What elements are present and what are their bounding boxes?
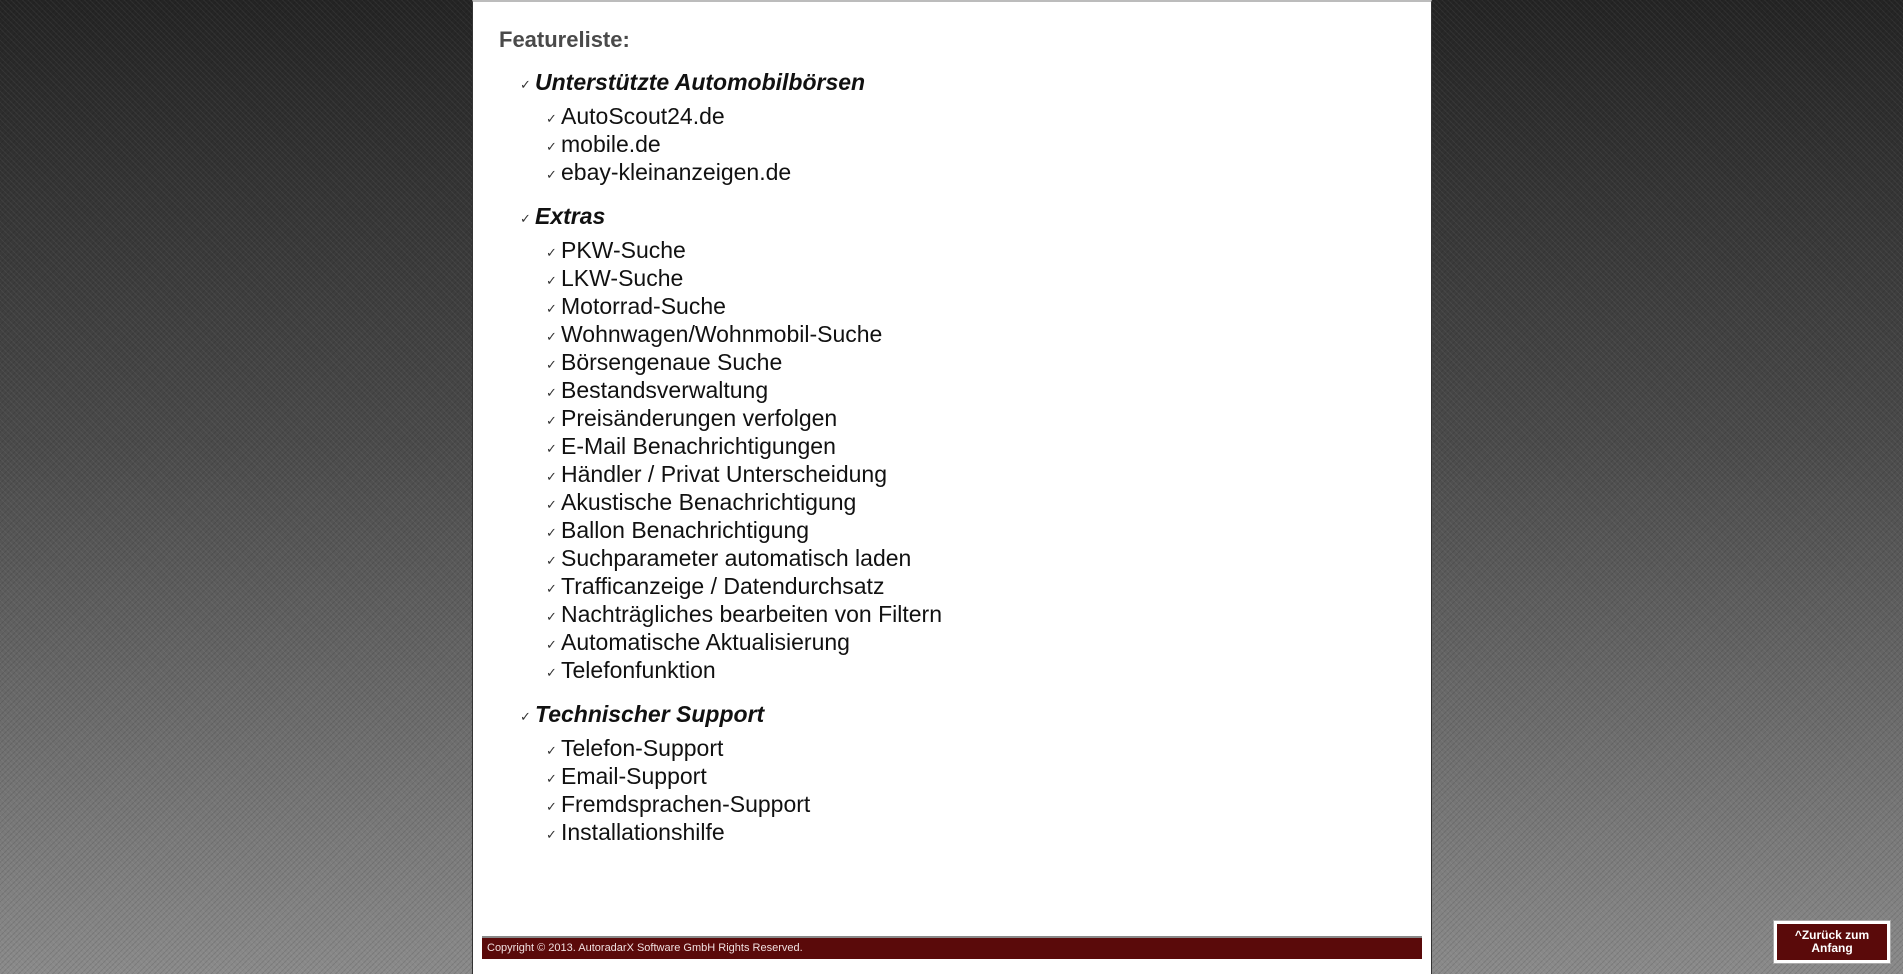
back-to-top-button[interactable] [1773, 920, 1891, 964]
checkmark-icon: ✓ [546, 552, 557, 568]
content-panel [472, 0, 1432, 974]
checkmark-icon: ✓ [546, 608, 557, 624]
category-label: Unterstützte Automobilbörsen [535, 68, 866, 95]
checkmark-icon: ✓ [546, 328, 557, 344]
list-item: ✓ Motorrad-Suche [546, 292, 726, 319]
sub-list [520, 734, 942, 846]
category-label: Extras [535, 202, 606, 229]
checkmark-icon: ✓ [546, 496, 557, 512]
page-title: Featureliste: [499, 27, 630, 52]
list-item: ✓ Preisänderungen verfolgen [546, 404, 838, 431]
list-item: ✓ Akustische Benachrichtigung [546, 488, 857, 515]
checkmark-icon: ✓ [546, 770, 557, 786]
list-item: ✓ Telefon-Support [546, 734, 724, 761]
checkmark-icon: ✓ [546, 664, 557, 680]
list-item: ✓ LKW-Suche [546, 264, 684, 291]
checkmark-icon: ✓ [546, 468, 557, 484]
checkmark-icon: ✓ [546, 138, 557, 154]
category-technical-support [520, 694, 942, 846]
checkmark-icon: ✓ [546, 798, 557, 814]
list-item: ✓ Ballon Benachrichtigung [546, 516, 810, 543]
checkmark-icon: ✓ [546, 272, 557, 288]
back-to-top-label[interactable]: ^Zurück zum Anfang [1777, 924, 1887, 960]
checkmark-icon: ✓ [546, 244, 557, 260]
category-label: Technischer Support [535, 700, 765, 727]
checkmark-icon: ✓ [546, 742, 557, 758]
list-item: ✓ Trafficanzeige / Datendurchsatz [546, 572, 885, 599]
checkmark-icon: ✓ [546, 580, 557, 596]
list-item: ✓ Automatische Aktualisierung [546, 628, 850, 655]
list-item: ✓ AutoScout24.de [546, 102, 725, 129]
checkmark-icon: ✓ [520, 76, 531, 92]
checkmark-icon: ✓ [546, 384, 557, 400]
list-item: ✓ Fremdsprachen-Support [546, 790, 811, 817]
list-item: ✓ Installationshilfe [546, 818, 725, 845]
list-item: ✓ Bestandsverwaltung [546, 376, 769, 403]
checkmark-icon: ✓ [546, 300, 557, 316]
sub-list [520, 236, 942, 684]
list-item: ✓ Email-Support [546, 762, 707, 789]
checkmark-icon: ✓ [546, 524, 557, 540]
checkmark-icon: ✓ [520, 708, 531, 724]
feature-list [520, 62, 942, 856]
list-item: ✓ Nachträgliches bearbeiten von Filtern [546, 600, 942, 627]
footer-copyright: Copyright © 2013. AutoradarX Software GmbH Rights Reserved. [482, 936, 1422, 959]
list-item: ✓ mobile.de [546, 130, 661, 157]
list-item: ✓ PKW-Suche [546, 236, 686, 263]
sub-list [520, 102, 942, 186]
checkmark-icon: ✓ [546, 166, 557, 182]
checkmark-icon: ✓ [546, 636, 557, 652]
list-item: ✓ ebay-kleinanzeigen.de [546, 158, 792, 185]
checkmark-icon: ✓ [546, 826, 557, 842]
list-item: ✓ Wohnwagen/Wohnmobil-Suche [546, 320, 883, 347]
checkmark-icon: ✓ [546, 356, 557, 372]
list-item: ✓ E-Mail Benachrichtigungen [546, 432, 836, 459]
list-item: ✓ Telefonfunktion [546, 656, 716, 683]
list-item: ✓ Börsengenaue Suche [546, 348, 783, 375]
category-supported-exchanges [520, 62, 942, 186]
list-item: ✓ Suchparameter automatisch laden [546, 544, 912, 571]
category-extras [520, 196, 942, 684]
list-item: ✓ Händler / Privat Unterscheidung [546, 460, 887, 487]
checkmark-icon: ✓ [546, 110, 557, 126]
checkmark-icon: ✓ [546, 412, 557, 428]
checkmark-icon: ✓ [520, 210, 531, 226]
checkmark-icon: ✓ [546, 440, 557, 456]
